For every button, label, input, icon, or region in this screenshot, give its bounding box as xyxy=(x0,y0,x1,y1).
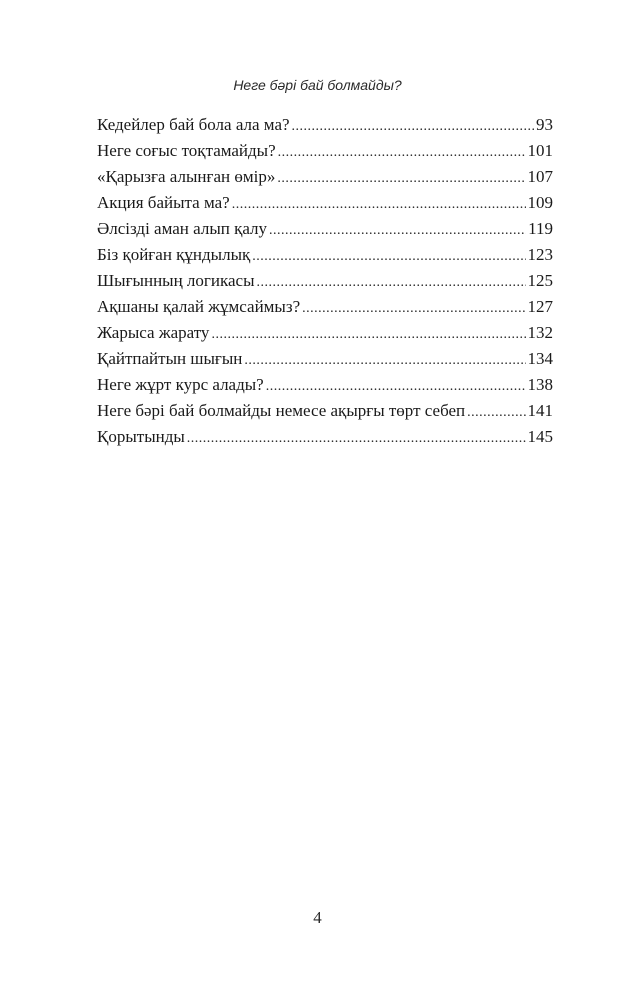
table-of-contents xyxy=(97,112,553,450)
toc-dot-leader xyxy=(278,140,526,166)
toc-entry-title: Жарыса жарату xyxy=(97,323,210,342)
toc-entry-title: Акция байыта ма? xyxy=(97,193,230,212)
toc-entry-title: Қайтпайтын шығын xyxy=(97,349,243,368)
toc-entry-page: 123 xyxy=(527,245,553,264)
toc-entry-title: Ақшаны қалай жұмсаймыз? xyxy=(97,297,301,316)
toc-dot-leader xyxy=(277,166,525,192)
toc-dot-leader xyxy=(292,114,534,140)
toc-dot-leader xyxy=(244,348,525,374)
toc-entry-title: Неге бәрі бай болмайды немесе ақырғы төрт себеп xyxy=(97,401,466,420)
toc-entry xyxy=(97,268,553,294)
toc-entry xyxy=(97,242,553,268)
toc-dot-leader xyxy=(269,218,526,244)
toc-entry-title: Шығынның логикасы xyxy=(97,271,255,290)
toc-entry-title: «Қарызға алынған өмір» xyxy=(97,167,276,186)
toc-entry xyxy=(97,320,553,346)
toc-entry xyxy=(97,424,553,450)
toc-entry-page: 134 xyxy=(527,349,553,368)
toc-entry-title: Қорытынды xyxy=(97,427,185,446)
toc-dot-leader xyxy=(187,426,526,452)
toc-entry-page: 109 xyxy=(527,193,553,212)
toc-dot-leader xyxy=(257,270,526,296)
toc-dot-leader xyxy=(252,244,525,270)
toc-entry-page: 119 xyxy=(528,219,553,238)
toc-entry xyxy=(97,294,553,320)
toc-entry-page: 132 xyxy=(527,323,553,342)
toc-dot-leader xyxy=(467,400,525,426)
toc-entry-page: 145 xyxy=(527,427,553,446)
toc-entry xyxy=(97,164,553,190)
toc-entry-title: Әлсізді аман алып қалу xyxy=(97,219,268,238)
toc-dot-leader xyxy=(302,296,525,322)
toc-entry xyxy=(97,190,553,216)
toc-entry xyxy=(97,216,553,242)
running-header: Неге бәрі бай болмайды? xyxy=(233,77,402,93)
toc-entry-title: Біз қойған құндылық xyxy=(97,245,251,264)
toc-entry-page: 127 xyxy=(527,297,553,316)
toc-entry-page: 93 xyxy=(536,115,553,134)
toc-entry xyxy=(97,138,553,164)
toc-entry-page: 101 xyxy=(527,141,553,160)
toc-entry xyxy=(97,112,553,138)
toc-dot-leader xyxy=(232,192,526,218)
toc-entry xyxy=(97,346,553,372)
toc-entry-title: Неге жұрт курс алады? xyxy=(97,375,264,394)
toc-entry xyxy=(97,372,553,398)
toc-entry xyxy=(97,398,553,424)
toc-entry-page: 125 xyxy=(527,271,553,290)
toc-dot-leader xyxy=(266,374,526,400)
toc-entry-page: 141 xyxy=(527,401,553,420)
toc-entry-title: Неге соғыс тоқтамайды? xyxy=(97,141,276,160)
toc-entry-page: 138 xyxy=(527,375,553,394)
toc-entry-title: Кедейлер бай бола ала ма? xyxy=(97,115,290,134)
toc-entry-page: 107 xyxy=(527,167,553,186)
page-number: 4 xyxy=(313,908,322,927)
toc-dot-leader xyxy=(211,322,525,348)
